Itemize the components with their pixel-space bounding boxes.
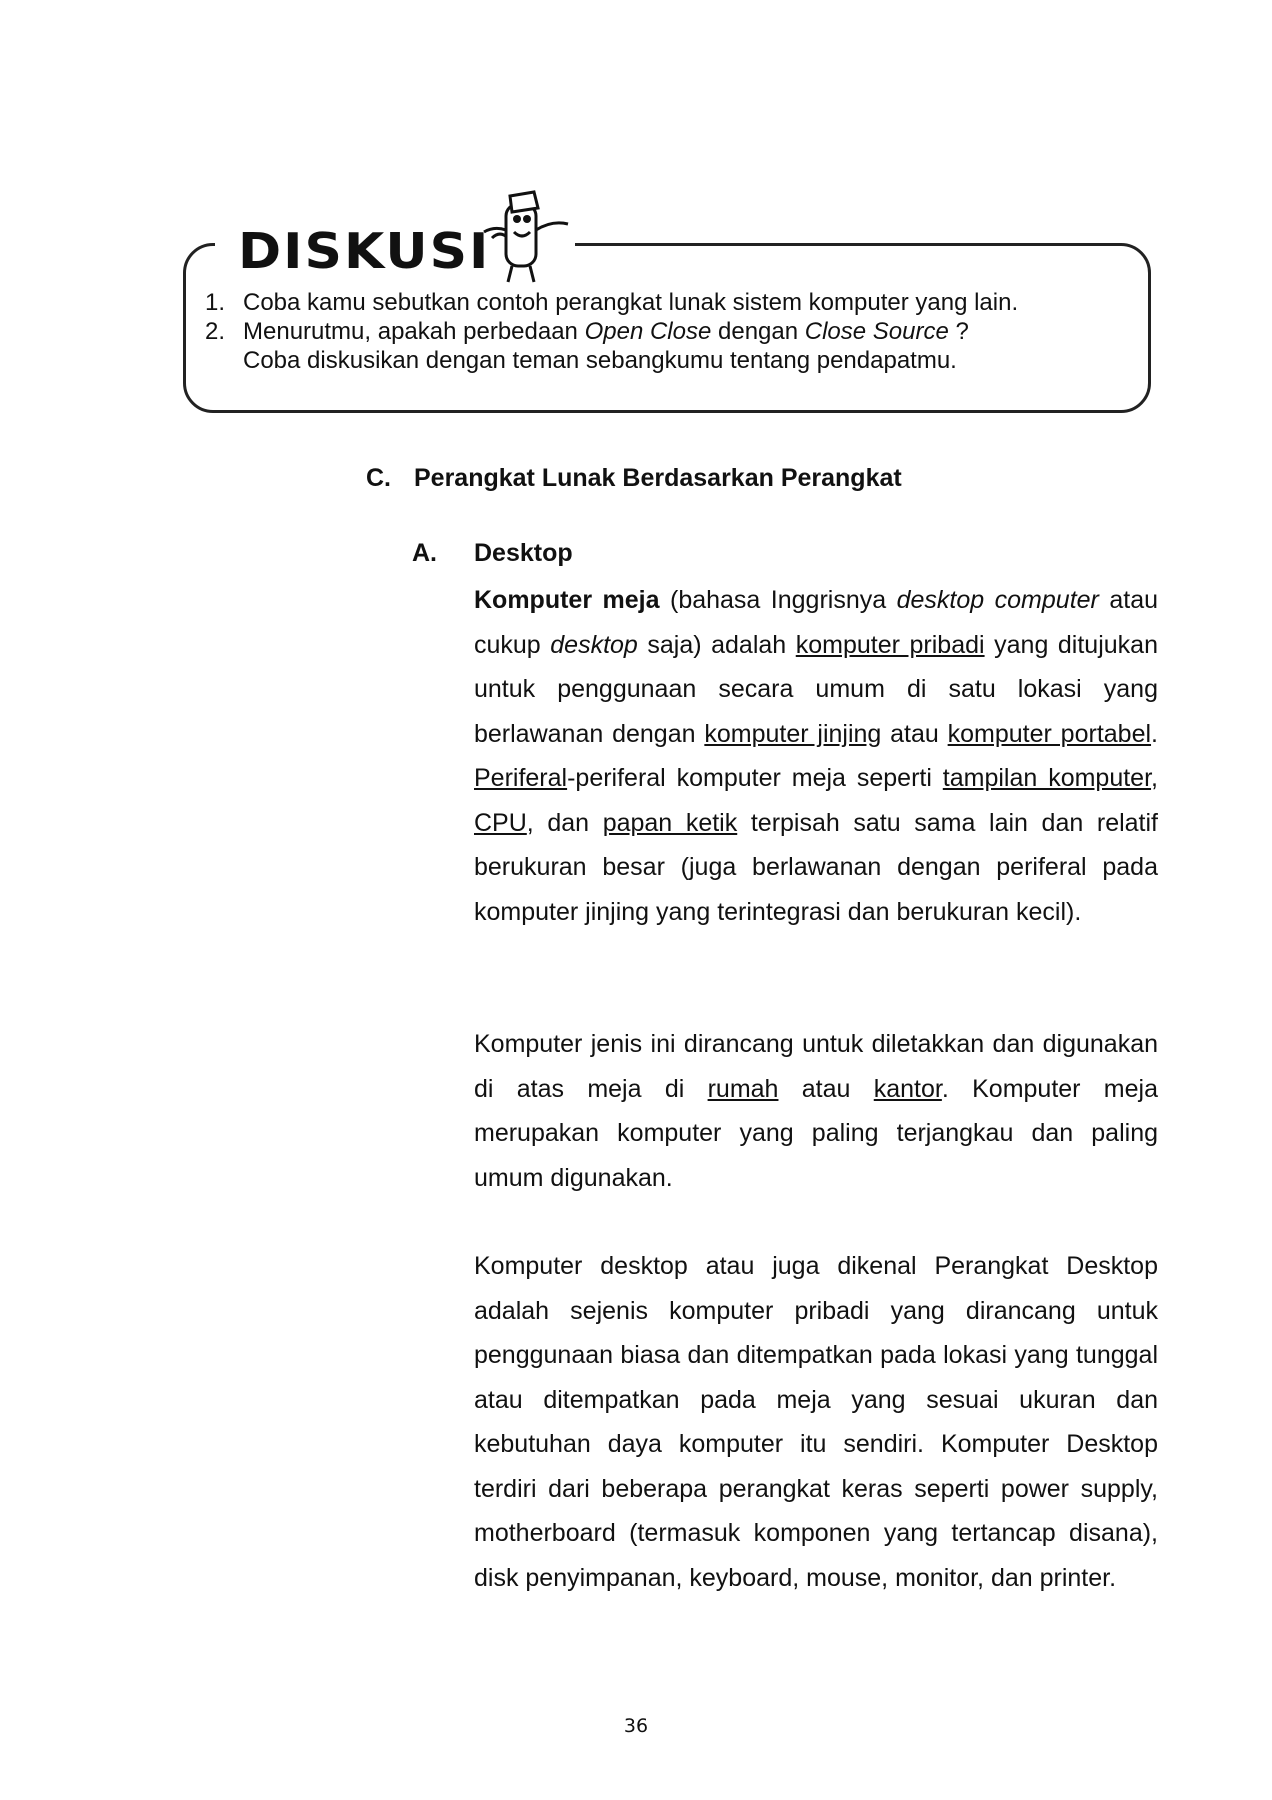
list-item xyxy=(205,317,1125,375)
link-periferal[interactable]: Periferal xyxy=(474,764,568,792)
diskusi-title: DISKUSI xyxy=(238,223,491,281)
link-cpu[interactable]: CPU xyxy=(474,808,527,837)
paragraph-3: Komputer desktop atau juga dikenal Perangkat Desktop adalah sejenis komputer pribadi yang dirancang untuk penggunaan biasa dan ditempatkan pada lokasi yang tunggal atau ditempatkan pada meja yang sesuai ukuran dan kebutuhan daya komputer itu sendiri. Komputer Desktop terdiri dari beberapa perangkat keras seperti power supply, motherboard (termasuk komponen yang tertancap disana), disk penyimpanan, keyboard, mouse, monitor, dan printer. xyxy=(474,1252,1158,1592)
link-rumah[interactable]: rumah xyxy=(707,1074,779,1103)
section-title: Perangkat Lunak Berdasarkan Perangkat xyxy=(414,464,902,492)
link-tampilan-komputer[interactable]: tampilan komputer xyxy=(942,764,1152,792)
link-kantor[interactable]: kantor xyxy=(873,1074,942,1103)
section-heading xyxy=(366,464,902,493)
diskusi-question-list xyxy=(205,288,1125,375)
page-number: 36 xyxy=(623,1715,649,1737)
question-text: Menurutmu, apakah perbedaan Open Close dengan Close Source ? xyxy=(243,318,969,345)
mascot-illustration xyxy=(472,186,572,286)
list-item xyxy=(205,288,1125,317)
paragraph-2: Komputer jenis ini dirancang untuk diletakkan dan digunakan di atas meja di rumah atau kantor. Komputer meja merupakan komputer yang paling terjangkau dan paling umum digunakan. xyxy=(474,1030,1158,1192)
subsection-letter: A. xyxy=(412,539,437,567)
link-komputer-portabel[interactable]: komputer portabel xyxy=(947,719,1152,748)
section-letter: C. xyxy=(366,464,391,492)
question-text-line2: Coba diskusikan dengan teman sebangkumu tentang pendapatmu. xyxy=(243,347,957,374)
link-komputer-jinjing[interactable]: komputer jinjing xyxy=(704,719,882,748)
paragraph-1: Komputer meja (bahasa Inggrisnya desktop computer atau cukup desktop saja) adalah komputer pribadi yang ditujukan untuk penggunaan secara umum di satu lokasi yang berlawanan dengan komputer jinjing atau komputer portabel. Periferal-periferal komputer meja seperti tampilan komputer, CPU, dan papan ketik terpisah satu sama lain dan relatif berukuran besar (juga berlawanan dengan periferal pada komputer jinjing yang terintegrasi dan berukuran kecil). xyxy=(474,586,1159,926)
subsection-title: Desktop xyxy=(474,539,573,567)
list-number: 2. xyxy=(205,318,226,345)
list-number: 1. xyxy=(205,289,226,316)
question-text: Coba kamu sebutkan contoh perangkat lunak sistem komputer yang lain. xyxy=(243,289,1019,316)
link-papan-ketik[interactable]: papan ketik xyxy=(602,808,738,837)
link-komputer-pribadi[interactable]: komputer pribadi xyxy=(795,630,985,659)
